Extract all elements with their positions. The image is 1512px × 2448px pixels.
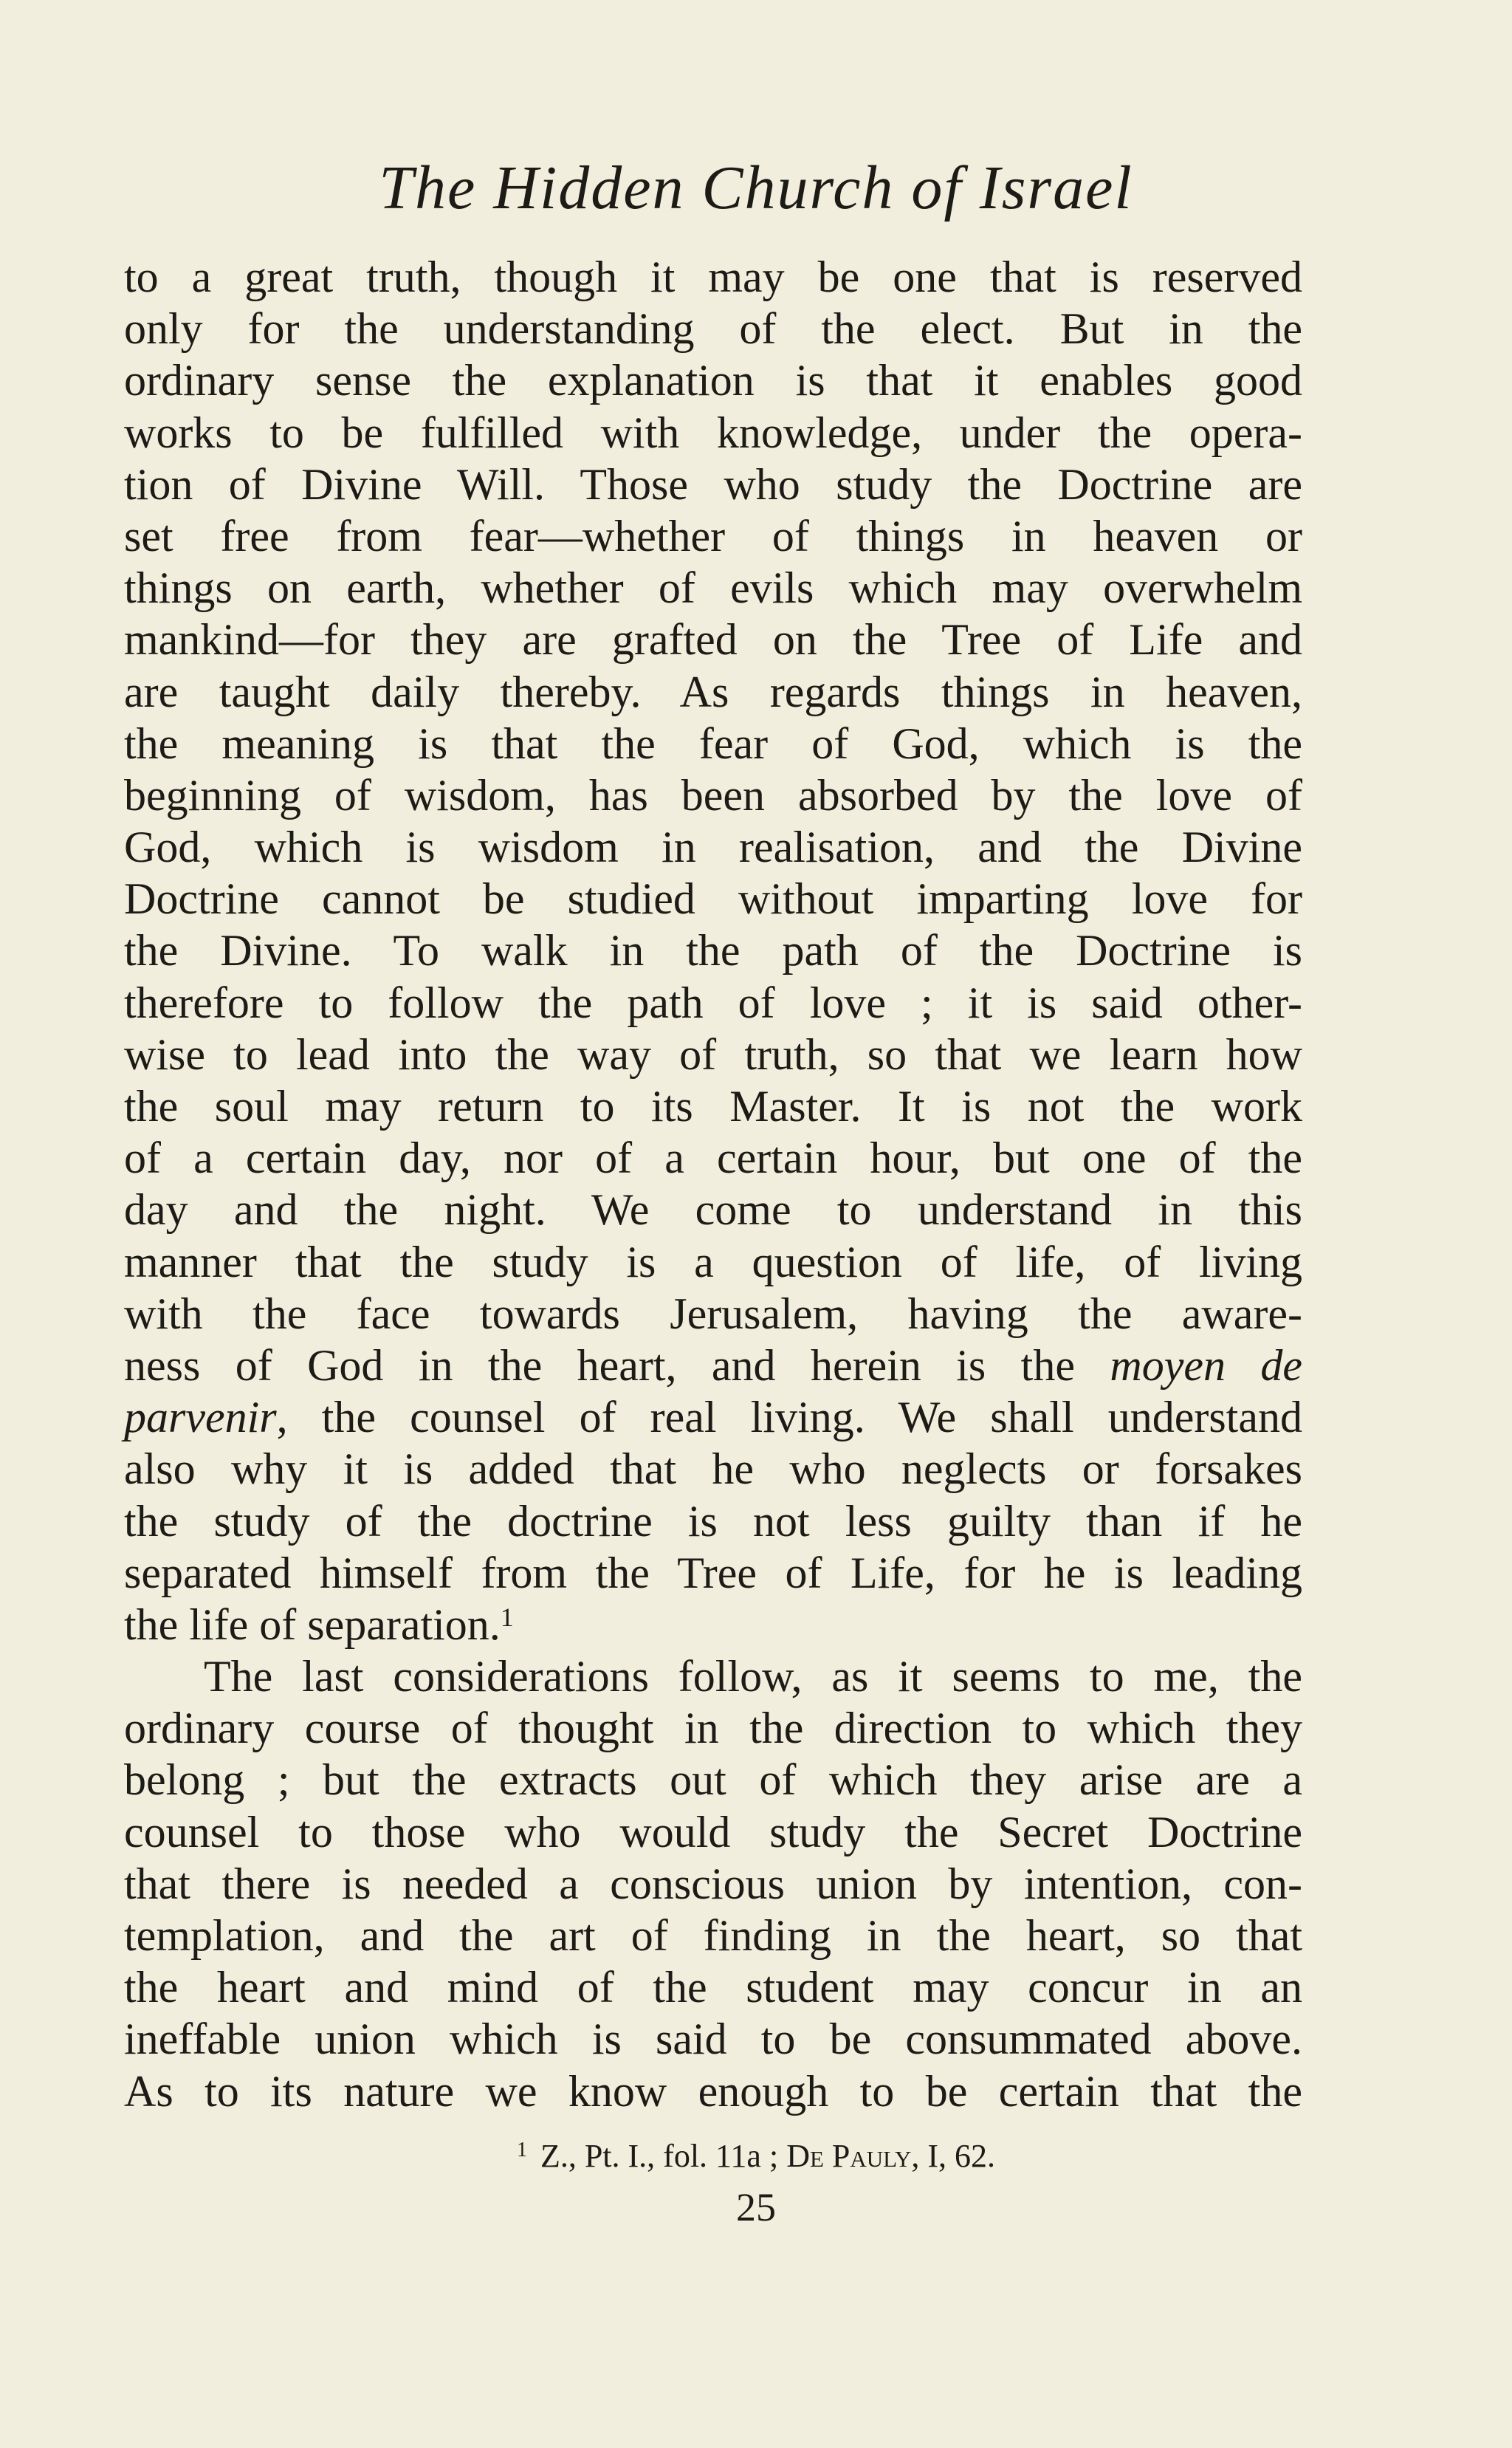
text-line: wise to lead into the way of truth, so that we learn how [124, 1029, 1302, 1079]
text-line: therefore to follow the path of love ; it is said other- [124, 978, 1302, 1027]
text-line: mankind—for they are grafted on the Tree of Life and [124, 615, 1302, 665]
text-line: the soul may return to its Master. It is not the work [124, 1082, 1302, 1131]
text-line: separated himself from the Tree of Life, for he is leading [124, 1548, 1302, 1597]
text-line: to a great truth, though it may be one that is reserved [124, 253, 1302, 301]
footnote-reference: 1 [500, 1602, 514, 1632]
text-line: that there is needed a conscious union by intention, con- [124, 1859, 1302, 1908]
text-line: the Divine. To walk in the path of the Doctrine is [124, 926, 1302, 976]
text-line: belong ; but the extracts out of which they arise are a [124, 1755, 1302, 1805]
text-line: God, which is wisdom in realisation, and the Divine [124, 823, 1302, 872]
footnote-text-end: , I, 62. [911, 2138, 996, 2174]
text-line: of a certain day, nor of a certain hour, but one of the [124, 1134, 1302, 1183]
text-segment: the life of separation. [124, 1600, 501, 1649]
text-line: are taught daily thereby. As regards things in heaven, [124, 667, 1302, 716]
text-line: the study of the doctrine is not less guilty than if he [124, 1496, 1302, 1546]
italic-phrase: moyen de [1110, 1340, 1302, 1390]
footnote-author: De Pauly [786, 2138, 912, 2174]
footnote-marker: 1 [516, 2139, 527, 2161]
running-head: The Hidden Church of Israel [379, 154, 1133, 222]
text-line: the meaning is that the fear of God, which is the [124, 719, 1302, 768]
text-line: ordinary course of thought in the direction to which they [124, 1704, 1302, 1753]
text-line: The last considerations follow, as it seems to me, the [204, 1652, 1302, 1701]
text-line: templation, and the art of finding in the heart, so that [124, 1911, 1302, 1960]
text-line: works to be fulfilled with knowledge, under the opera- [124, 408, 1302, 457]
text-line: ineffable union which is said to be consummated above. [124, 2015, 1302, 2064]
text-line [124, 1599, 1302, 1650]
text-line: set free from fear—whether of things in heaven or [124, 511, 1302, 560]
footnote-text: Z., Pt. I., fol. 11a ; [540, 2138, 787, 2174]
text-line [124, 1391, 1302, 1443]
text-line: also why it is added that he who neglects or forsakes [124, 1444, 1302, 1494]
text-line: Doctrine cannot be studied without imparting love for [124, 874, 1302, 924]
text-line: beginning of wisdom, has been absorbed by the love of [124, 770, 1302, 820]
text-line: counsel to those who would study the Secret Doctrine [124, 1807, 1302, 1856]
text-line: things on earth, whether of evils which may overwhelm [124, 563, 1302, 613]
page-number: 25 [736, 2185, 776, 2229]
text-segment: ness of God in the heart, and herein is the [124, 1340, 1110, 1390]
body-text [124, 251, 1302, 2117]
text-line: manner that the study is a question of life, of living [124, 1237, 1302, 1286]
text-segment: , the counsel of real living. We shall understand [276, 1393, 1302, 1442]
text-line: with the face towards Jerusalem, having the aware- [124, 1289, 1302, 1338]
italic-phrase: parvenir [124, 1393, 277, 1442]
text-line: tion of Divine Will. Those who study the Doctrine are [124, 459, 1302, 509]
text-line: ordinary sense the explanation is that it enables good [124, 356, 1302, 405]
text-line: the heart and mind of the student may concur in an [124, 1963, 1302, 2012]
text-line: day and the night. We come to understand in this [124, 1185, 1302, 1235]
text-line: only for the understanding of the elect. But in the [124, 304, 1302, 354]
text-line: As to its nature we know enough to be certain that the [124, 2066, 1302, 2116]
text-line [124, 1340, 1302, 1391]
footnote [0, 2134, 1512, 2178]
